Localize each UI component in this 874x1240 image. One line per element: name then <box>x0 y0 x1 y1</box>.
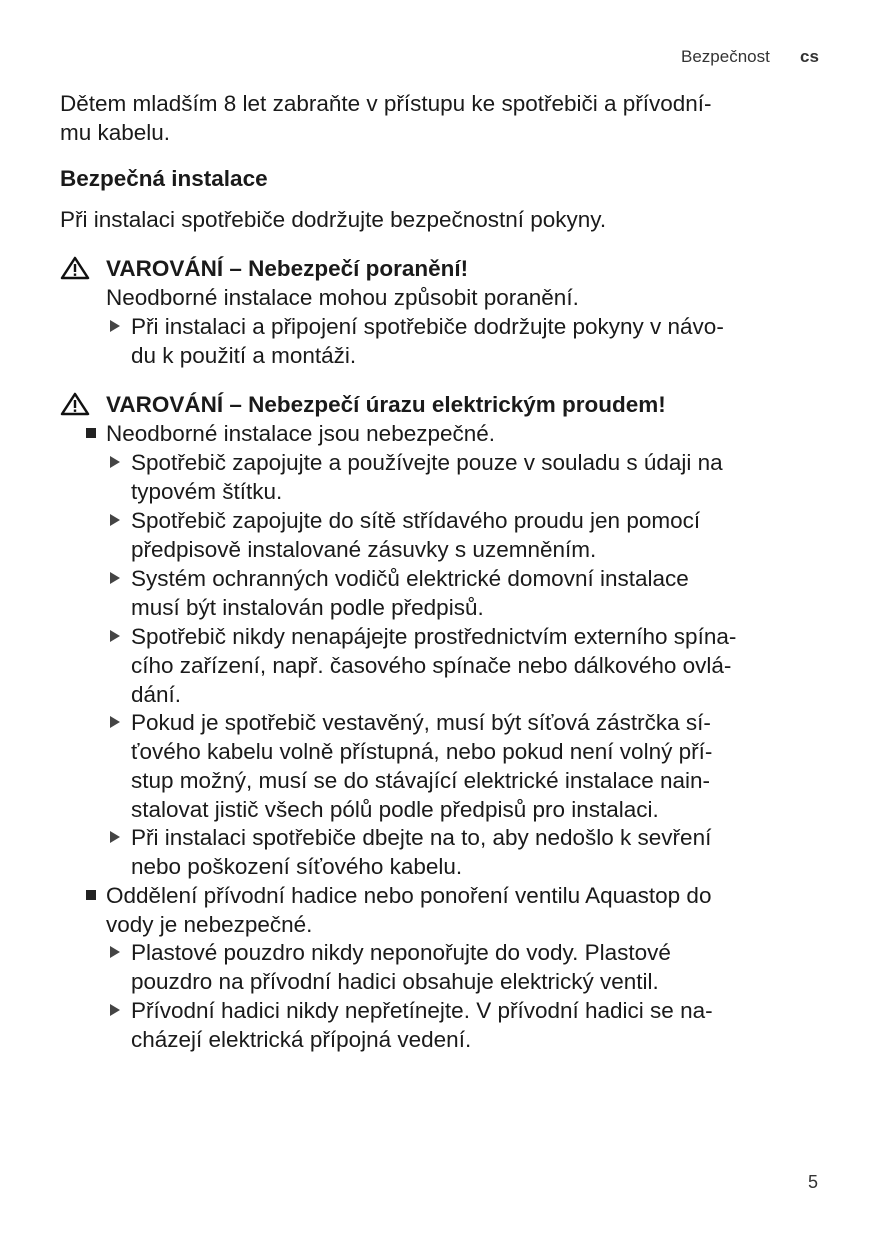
arrow-bullet-icon <box>110 946 120 958</box>
action-line: pouzdro na přívodní hadici obsahuje elektrický ventil. <box>131 969 659 994</box>
arrow-bullet-icon <box>110 320 120 332</box>
action-line: Plastové pouzdro nikdy neponořujte do vody. Plastové <box>131 940 671 965</box>
action-line: typovém štítku. <box>131 479 283 504</box>
action-line: stup možný, musí se do stávající elektrické instalace nain- <box>131 768 711 793</box>
square-bullet-icon <box>86 428 96 438</box>
arrow-bullet-icon <box>110 456 120 468</box>
lead-text: Při instalaci spotřebiče dodržujte bezpečnostní pokyny. <box>60 207 607 232</box>
action-line: Pokud je spotřebič vestavěný, musí být síťová zástrčka sí- <box>131 710 711 735</box>
arrow-bullet-icon <box>110 572 120 584</box>
arrow-bullet-icon <box>110 831 120 843</box>
action-line: nebo poškození síťového kabelu. <box>131 854 463 879</box>
header-language: cs <box>800 47 819 66</box>
section-heading: Bezpečná instalace <box>60 166 268 191</box>
action-line: ťového kabelu volně přístupná, nebo pokud není volný pří- <box>131 739 713 764</box>
action-line: dání. <box>131 682 182 707</box>
action-line: Spotřebič zapojujte do sítě střídavého proudu jen pomocí <box>131 508 701 533</box>
arrow-bullet-icon <box>110 1004 120 1016</box>
intro-line: mu kabelu. <box>60 120 171 145</box>
header-section: Bezpečnost <box>681 47 770 66</box>
action-line: cího zařízení, např. časového spínače nebo dálkového ovlá- <box>131 653 732 678</box>
action-line: Při instalaci spotřebiče dbejte na to, aby nedošlo k sevření <box>131 825 712 850</box>
action-line: Spotřebič zapojujte a používejte pouze v souladu s údaji na <box>131 450 723 475</box>
intro-line: Dětem mladším 8 let zabraňte v přístupu ke spotřebiči a přívodní- <box>60 91 712 116</box>
action-line: du k použití a montáži. <box>131 343 357 368</box>
arrow-bullet-icon <box>110 716 120 728</box>
page-number: 5 <box>808 1172 819 1192</box>
hazard-text: Neodborné instalace jsou nebezpečné. <box>106 421 496 446</box>
action-line: Systém ochranných vodičů elektrické domovní instalace <box>131 566 689 591</box>
hazard-text: vody je nebezpečné. <box>106 912 313 937</box>
action-line: cházejí elektrická přípojná vedení. <box>131 1027 472 1052</box>
action-line: Přívodní hadici nikdy nepřetínejte. V přívodní hadici se na- <box>131 998 713 1023</box>
warning-triangle-icon <box>60 256 90 280</box>
hazard-text: Oddělení přívodní hadice nebo ponoření ventilu Aquastop do <box>106 883 712 908</box>
square-bullet-icon <box>86 890 96 900</box>
action-line: předpisově instalované zásuvky s uzemněním. <box>131 537 597 562</box>
warning-text: Neodborné instalace mohou způsobit poranění. <box>106 285 579 310</box>
action-line: Spotřebič nikdy nenapájejte prostřednictvím externího spína- <box>131 624 737 649</box>
arrow-bullet-icon <box>110 630 120 642</box>
warning-title: VAROVÁNÍ – Nebezpečí úrazu elektrickým proudem! <box>106 392 666 417</box>
warning-title: VAROVÁNÍ – Nebezpečí poranění! <box>106 256 469 281</box>
action-line: Při instalaci a připojení spotřebiče dodržujte pokyny v návo- <box>131 314 724 339</box>
action-line: musí být instalován podle předpisů. <box>131 595 484 620</box>
warning-triangle-icon <box>60 392 90 416</box>
arrow-bullet-icon <box>110 514 120 526</box>
action-line: stalovat jistič všech pólů podle předpisů pro instalaci. <box>131 797 659 822</box>
